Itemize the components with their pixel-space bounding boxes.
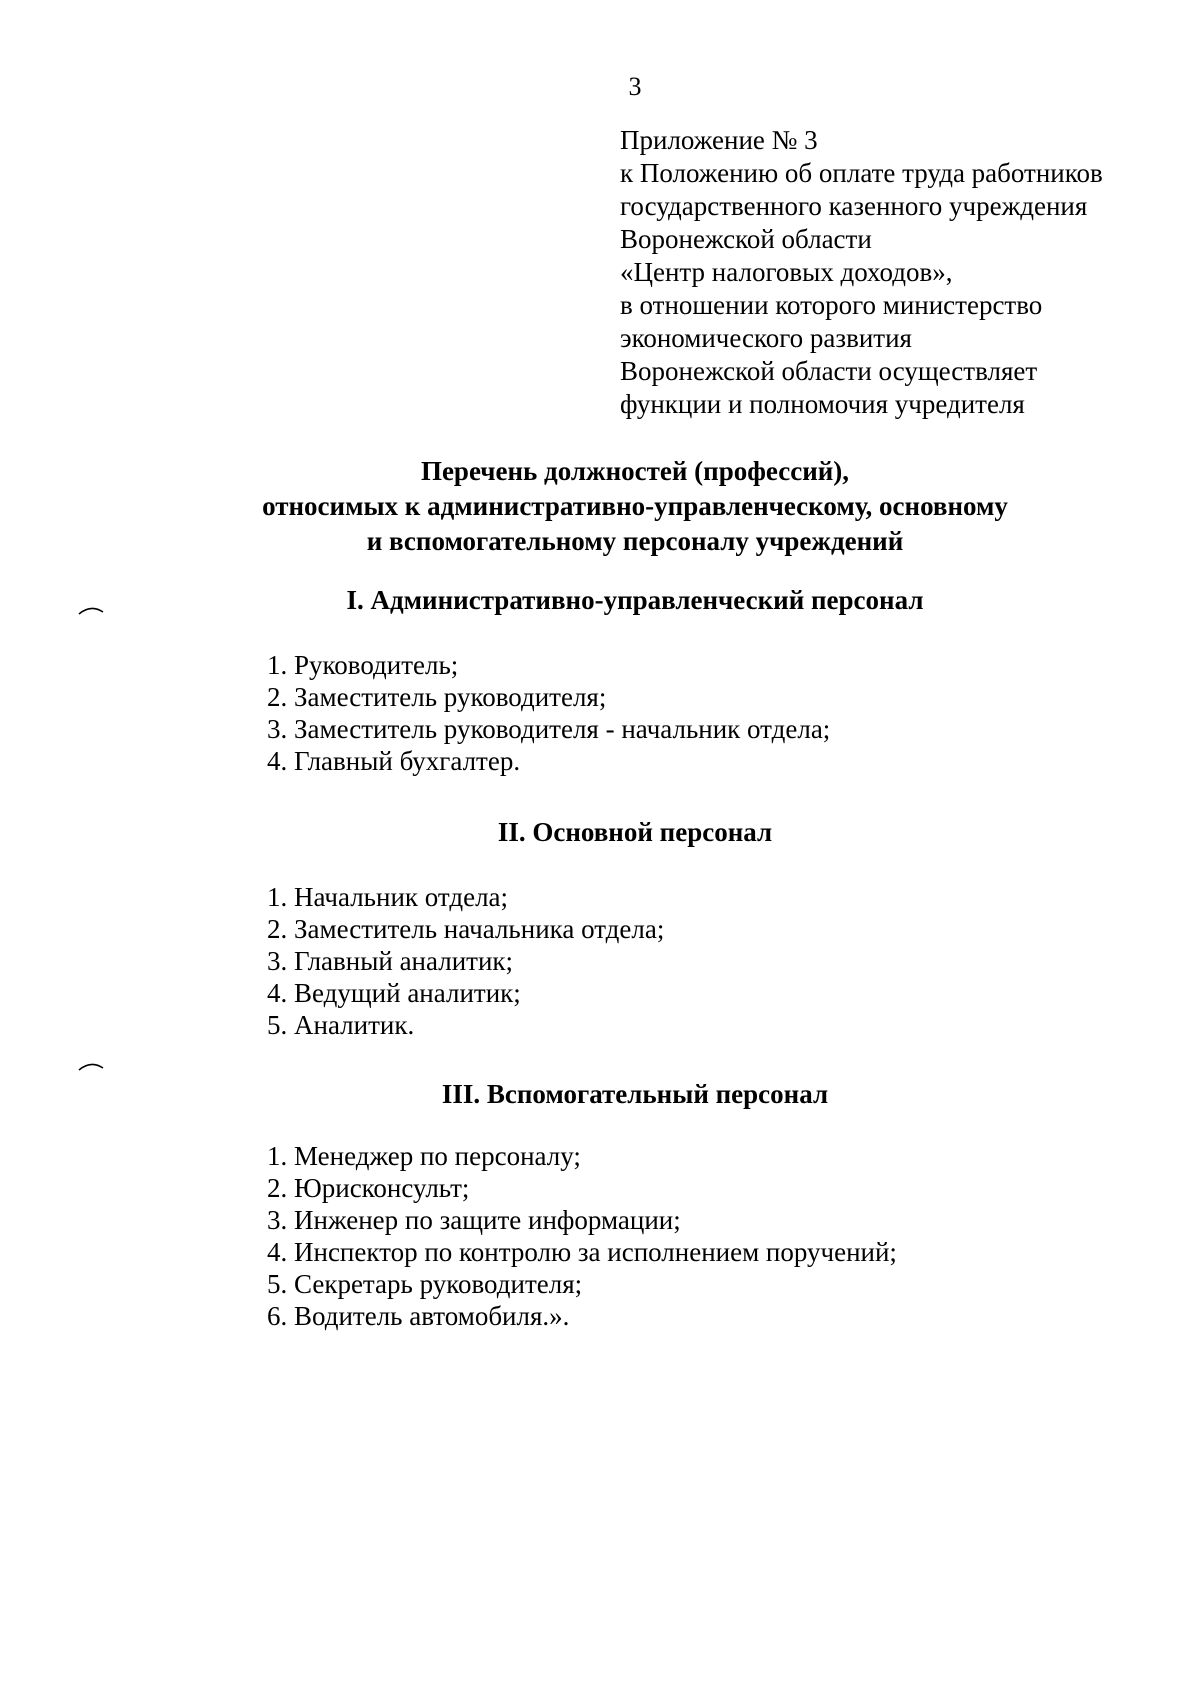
list-item: 3. Заместитель руководителя - начальник отдела; — [267, 714, 831, 744]
list-item: 2. Заместитель руководителя; — [267, 682, 607, 712]
list-item: 2. Юрисконсульт; — [267, 1173, 470, 1203]
appendix-reference-block — [620, 124, 1180, 421]
appendix-line: функции и полномочия учредителя — [620, 389, 1025, 419]
section-heading-main: II. Основной персонал — [497, 817, 773, 847]
section-heading-auxiliary: III. Вспомогательный персонал — [441, 1079, 829, 1109]
appendix-line: Воронежской области — [620, 224, 872, 254]
list-item: 1. Менеджер по персоналу; — [267, 1141, 581, 1171]
list-item: 5. Секретарь руководителя; — [267, 1269, 583, 1299]
punch-hole-mark — [78, 1058, 104, 1072]
list-item: 4. Главный бухгалтер. — [267, 746, 521, 776]
list-item: 3. Инженер по защите информации; — [267, 1205, 681, 1235]
section-list-main — [267, 881, 664, 1041]
title-line: и вспомогательному персоналу учреждений — [366, 526, 904, 556]
appendix-line: в отношении которого министерство — [620, 290, 1043, 320]
appendix-line: государственного казенного учреждения — [620, 191, 1088, 221]
page-number: 3 — [628, 72, 642, 101]
appendix-line: к Положению об оплате труда работников — [620, 158, 1103, 188]
appendix-line: экономического развития — [620, 323, 912, 353]
list-item: 3. Главный аналитик; — [267, 946, 514, 976]
list-item: 1. Начальник отдела; — [267, 882, 509, 912]
title-line: относимых к административно-управленческому, основному — [262, 491, 1008, 521]
appendix-line: «Центр налоговых доходов», — [620, 257, 953, 287]
section-list-administrative — [267, 649, 830, 777]
list-item: 1. Руководитель; — [267, 650, 459, 680]
list-item: 6. Водитель автомобиля.». — [267, 1301, 570, 1331]
appendix-line: Приложение № 3 — [620, 125, 818, 155]
section-heading-administrative: I. Административно-управленческий персонал — [346, 585, 924, 615]
punch-hole-mark — [78, 602, 104, 616]
list-item: 4. Инспектор по контролю за исполнением поручений; — [267, 1237, 897, 1267]
title-line: Перечень должностей (профессий), — [420, 456, 850, 486]
list-item: 5. Аналитик. — [267, 1010, 415, 1040]
section-list-auxiliary — [267, 1140, 897, 1332]
list-item: 4. Ведущий аналитик; — [267, 978, 521, 1008]
document-title — [0, 454, 1200, 559]
list-item: 2. Заместитель начальника отдела; — [267, 914, 665, 944]
appendix-line: Воронежской области осуществляет — [620, 356, 1038, 386]
